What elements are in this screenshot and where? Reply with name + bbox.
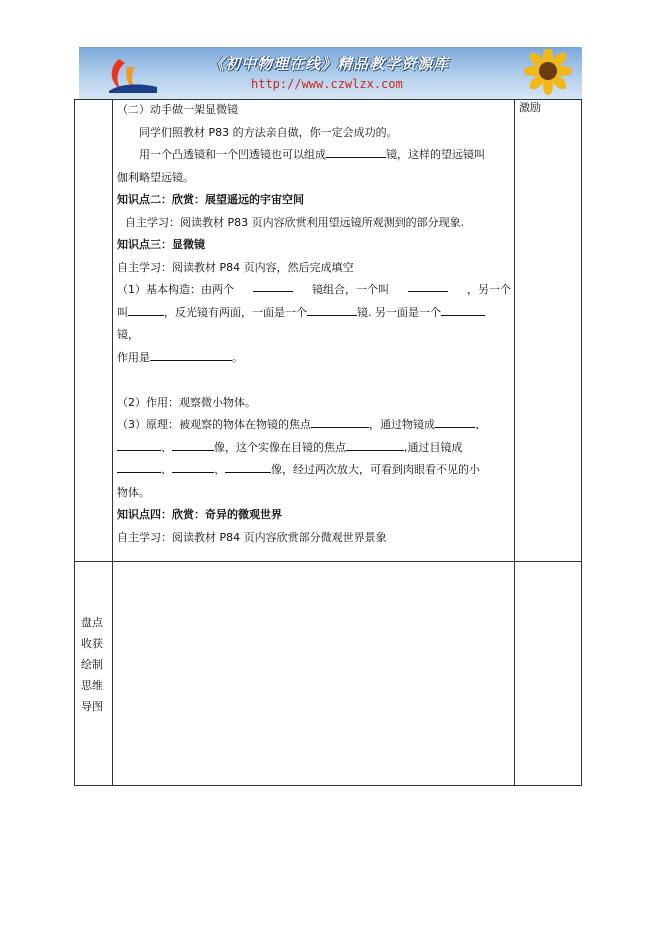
knowledge-point-4-title: 知识点四：欣赏：奇异的微观世界 bbox=[117, 508, 282, 521]
paragraph: 同学们照教材 P83 的方法亲自做，你一定会成功的。 bbox=[139, 125, 398, 139]
fill-blank[interactable] bbox=[441, 303, 485, 316]
fill-blank[interactable] bbox=[253, 279, 293, 292]
spacer bbox=[117, 369, 511, 392]
logo-icon bbox=[101, 53, 161, 95]
knowledge-point-3-title: 知识点三：显微镜 bbox=[117, 238, 205, 251]
table-divider bbox=[112, 100, 113, 785]
question-3-line: 、 像，这个实像在目镜的焦点 ,通过目镜成 bbox=[117, 437, 511, 460]
sunflower-icon bbox=[514, 49, 576, 97]
question-1-line: （1）基本构造：由两个 镜组合，一个叫 ，另一个 bbox=[117, 279, 511, 302]
summary-label: 盘点 收获 绘制 思维 导图 bbox=[81, 616, 103, 713]
fill-blank[interactable] bbox=[311, 415, 369, 428]
paragraph: 自主学习：阅读教材 P83 页内容欣赏利用望远镜所观测到的部分现象. bbox=[125, 215, 465, 229]
paragraph: 自主学习：阅读教材 P84 页内容欣赏部分微观世界景象 bbox=[117, 530, 387, 544]
fill-blank[interactable] bbox=[117, 460, 161, 473]
fill-blank[interactable] bbox=[326, 145, 386, 158]
fill-blank[interactable] bbox=[408, 279, 448, 292]
question-3-line: 物体。 bbox=[117, 485, 150, 499]
fill-blank[interactable] bbox=[435, 415, 475, 428]
paragraph: 用一个凸透镜和一个凹透镜也可以组成 镜，这样的望远镜叫 bbox=[117, 144, 511, 167]
question-1-line: 作用是 。 bbox=[117, 347, 511, 370]
encourage-note: 激励 bbox=[519, 101, 541, 114]
question-3-line: 、 、 像，经过两次放大，可看到肉眼看不见的小 bbox=[117, 459, 511, 482]
question-3-line: （3）原理：被观察的物体在物镜的焦点 ，通过物镜成 、 bbox=[117, 414, 511, 437]
fill-blank[interactable] bbox=[307, 303, 357, 316]
fill-blank[interactable] bbox=[346, 438, 404, 451]
fill-blank[interactable] bbox=[172, 438, 214, 451]
section-heading: （二）动手做一架显微镜 bbox=[117, 103, 238, 116]
fill-blank[interactable] bbox=[225, 460, 271, 473]
banner-url: http://www.czwlzx.com bbox=[251, 77, 403, 91]
question-1-line: 叫 ，反光镜有两面，一面是一个 镜. 另一面是一个 bbox=[117, 302, 511, 325]
fill-blank[interactable] bbox=[150, 348, 232, 361]
paragraph: 伽利略望远镜。 bbox=[117, 170, 194, 184]
header-banner bbox=[79, 47, 582, 99]
knowledge-point-2-title: 知识点二：欣赏：展望遥远的宇宙空间 bbox=[117, 193, 304, 206]
table-divider bbox=[75, 561, 581, 562]
question-1-line: 镜， bbox=[117, 328, 139, 341]
fill-blank[interactable] bbox=[128, 303, 164, 316]
paragraph: 自主学习：阅读教材 P84 页内容，然后完成填空 bbox=[117, 260, 354, 274]
lesson-content bbox=[117, 99, 511, 549]
banner-title: 《初中物理在线》精品教学资源库 bbox=[209, 55, 450, 73]
fill-blank[interactable] bbox=[172, 460, 214, 473]
fill-blank[interactable] bbox=[117, 438, 161, 451]
question-2-line: （2）作用：观察微小物体。 bbox=[117, 395, 256, 409]
table-divider bbox=[514, 100, 515, 785]
